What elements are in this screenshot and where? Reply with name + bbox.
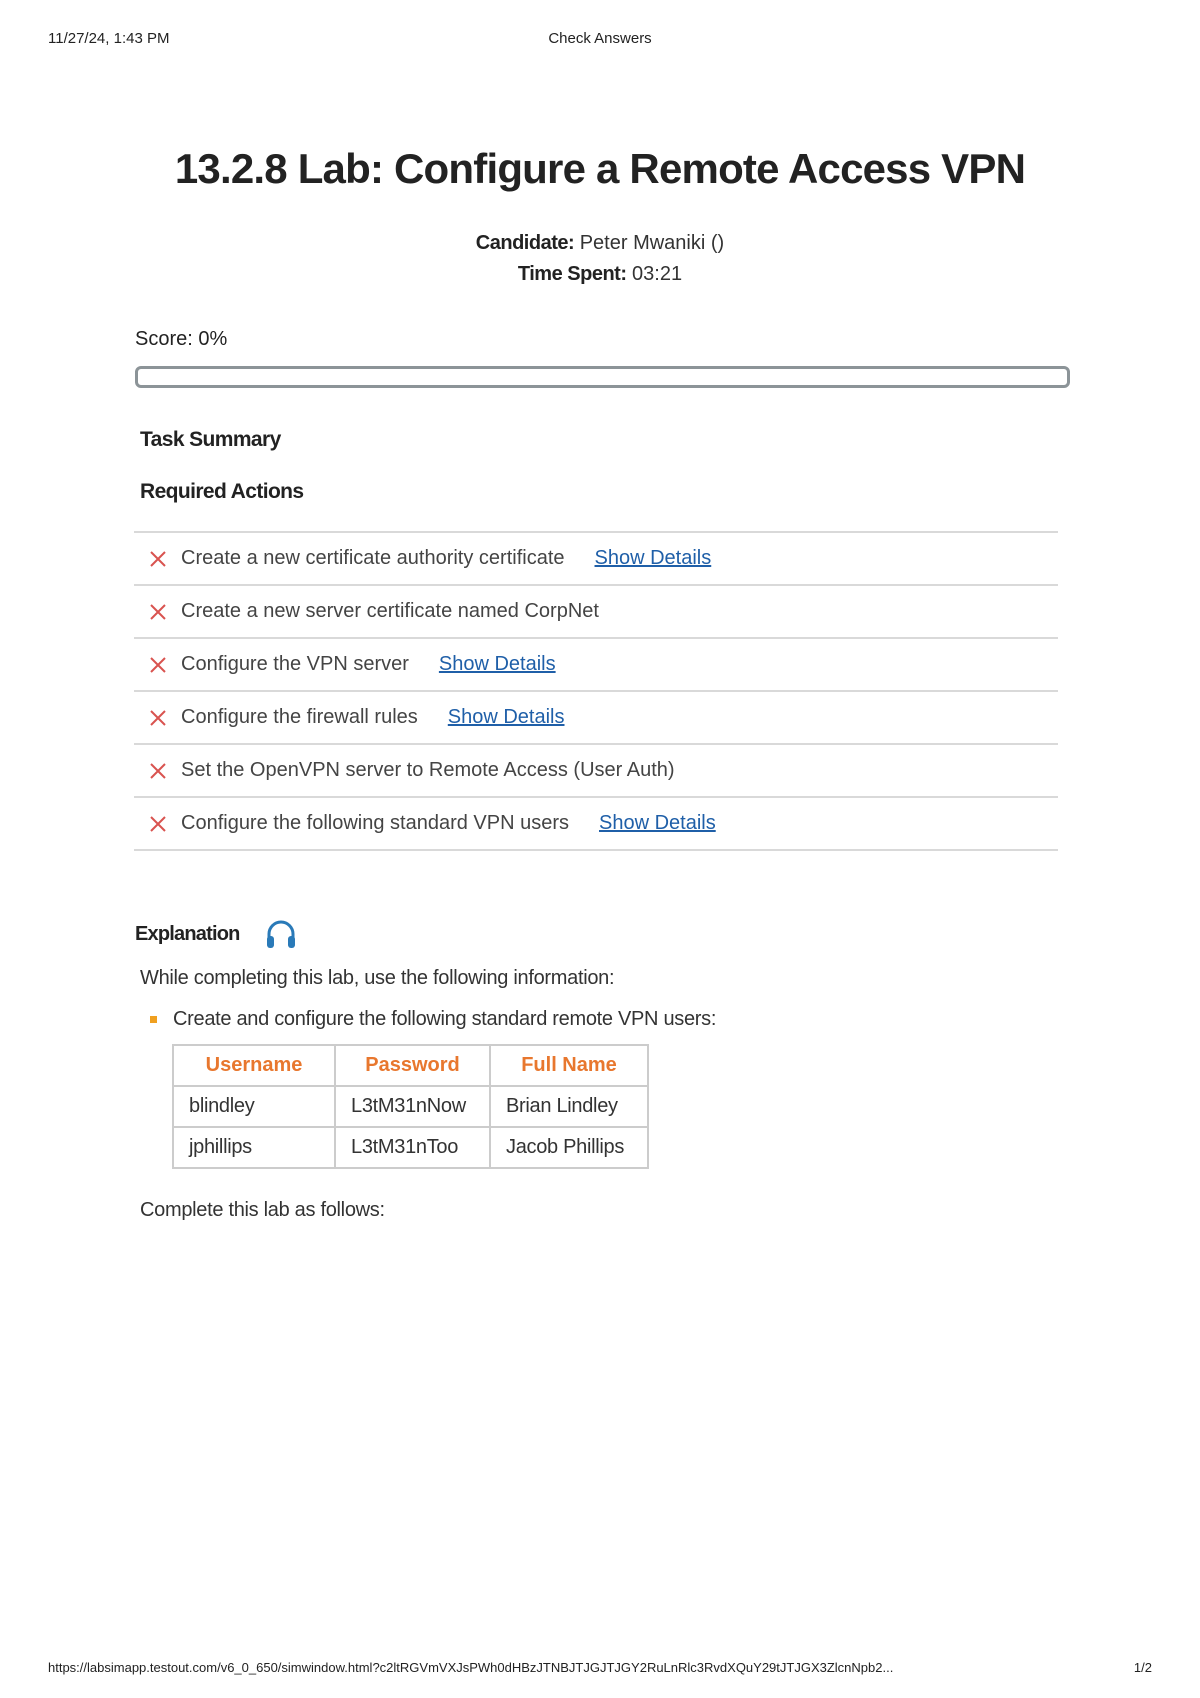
required-actions-heading: Required Actions bbox=[140, 480, 304, 503]
candidate-label: Candidate: bbox=[475, 232, 575, 254]
print-page-title: Check Answers bbox=[548, 30, 652, 47]
table-header-cell: Username bbox=[173, 1045, 335, 1086]
required-action-row bbox=[134, 745, 1058, 798]
required-action-row bbox=[134, 692, 1058, 745]
bullet-marker bbox=[150, 1016, 157, 1023]
required-action-label: Set the OpenVPN server to Remote Access (User Auth) bbox=[181, 759, 675, 781]
explanation-intro: While completing this lab, use the following information: bbox=[140, 967, 615, 989]
show-details-link[interactable]: Show Details bbox=[447, 706, 565, 728]
table-header-row bbox=[173, 1045, 648, 1086]
close-x-icon bbox=[149, 709, 167, 727]
required-action-row bbox=[134, 586, 1058, 639]
candidate-line bbox=[0, 232, 1200, 255]
close-x-icon bbox=[149, 815, 167, 833]
time-spent-value: 03:21 bbox=[632, 263, 683, 285]
print-page-number: 1/2 bbox=[1133, 1660, 1152, 1675]
table-row bbox=[173, 1086, 648, 1127]
required-action-row bbox=[134, 639, 1058, 692]
table-cell: blindley bbox=[173, 1086, 335, 1127]
candidate-value: Peter Mwaniki () bbox=[579, 232, 725, 254]
explanation-heading bbox=[135, 918, 298, 950]
required-action-label: Create a new server certificate named CorpNet bbox=[181, 600, 599, 622]
explanation-heading-text: Explanation bbox=[135, 922, 240, 945]
required-actions-list bbox=[134, 531, 1058, 851]
table-row bbox=[173, 1127, 648, 1168]
vpn-users-table bbox=[172, 1044, 649, 1169]
print-date: 11/27/24, 1:43 PM bbox=[48, 30, 170, 47]
show-details-link[interactable]: Show Details bbox=[594, 547, 712, 569]
required-action-label: Configure the firewall rules bbox=[181, 706, 418, 728]
lab-title: 13.2.8 Lab: Configure a Remote Access VPN bbox=[174, 145, 1026, 192]
table-cell: Brian Lindley bbox=[490, 1086, 648, 1127]
table-header-cell: Password bbox=[335, 1045, 490, 1086]
score-progress-bar bbox=[135, 366, 1070, 388]
table-cell: L3tM31nToo bbox=[335, 1127, 490, 1168]
complete-intro: Complete this lab as follows: bbox=[140, 1199, 385, 1221]
score-text: Score: 0% bbox=[135, 328, 228, 350]
required-action-row bbox=[134, 798, 1058, 851]
headset-icon[interactable] bbox=[264, 918, 298, 950]
table-cell: Jacob Phillips bbox=[490, 1127, 648, 1168]
close-x-icon bbox=[149, 603, 167, 621]
explanation-bullet bbox=[150, 1008, 716, 1031]
required-action-row bbox=[134, 533, 1058, 586]
print-url: https://labsimapp.testout.com/v6_0_650/simwindow.html?c2ltRGVmVXJsPWh0dHBzJTNBJTJGJTJGY2RuLnRlc3RvdXQuY29tJTJGX3ZlcnNpb2... bbox=[48, 1660, 894, 1675]
time-spent-label: Time Spent: bbox=[517, 263, 627, 285]
table-cell: jphillips bbox=[173, 1127, 335, 1168]
close-x-icon bbox=[149, 656, 167, 674]
task-summary-heading: Task Summary bbox=[140, 428, 281, 451]
table-cell: L3tM31nNow bbox=[335, 1086, 490, 1127]
required-action-label: Create a new certificate authority certificate bbox=[181, 547, 565, 569]
close-x-icon bbox=[149, 762, 167, 780]
show-details-link[interactable]: Show Details bbox=[599, 812, 716, 834]
table-header-cell: Full Name bbox=[490, 1045, 648, 1086]
required-action-label: Configure the VPN server bbox=[181, 653, 409, 675]
show-details-link[interactable]: Show Details bbox=[438, 653, 556, 675]
required-action-label: Configure the following standard VPN users bbox=[181, 812, 569, 834]
bullet-text: Create and configure the following standard remote VPN users: bbox=[173, 1008, 717, 1030]
time-spent-line bbox=[0, 263, 1200, 286]
close-x-icon bbox=[149, 550, 167, 568]
